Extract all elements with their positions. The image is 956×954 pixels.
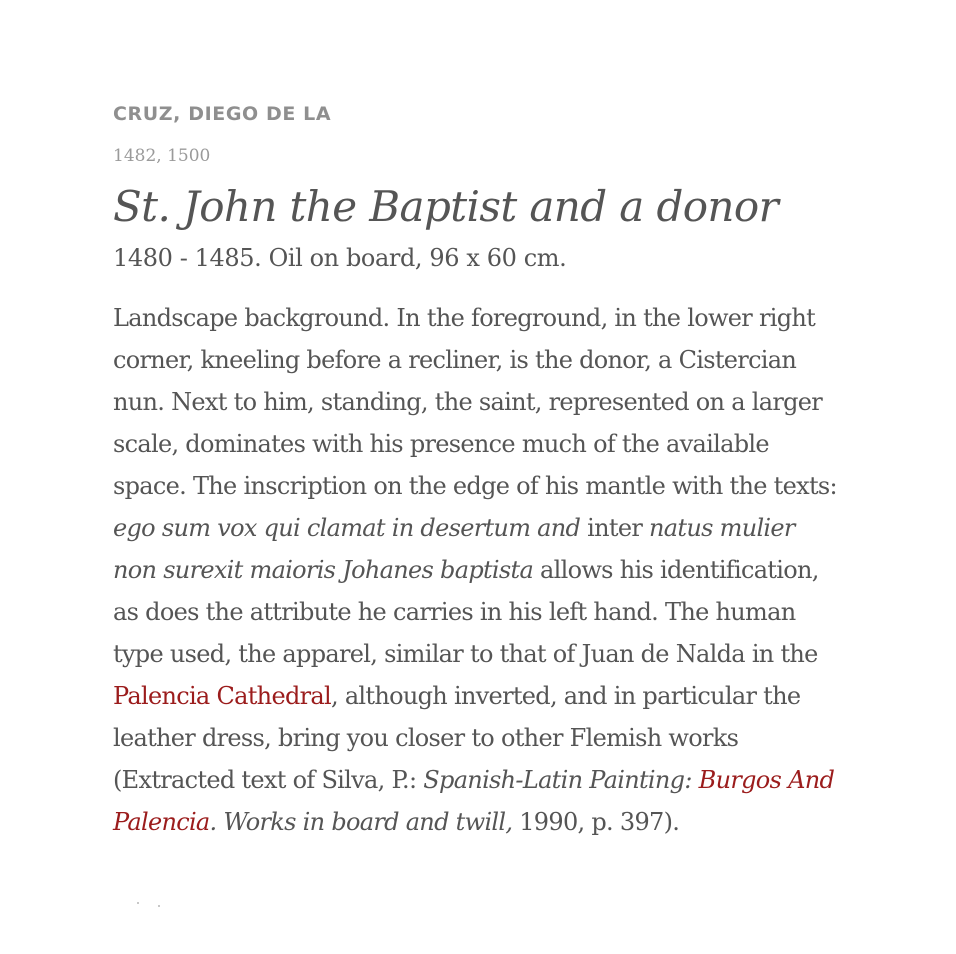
description-text: 1990, p. 397). [512, 808, 680, 836]
inscription-text: ego sum vox qui clamat in desertum and [113, 514, 581, 542]
palencia-cathedral-link[interactable]: Palencia Cathedral [113, 682, 331, 710]
description-text: inter [580, 514, 650, 542]
artwork-title: St. John the Baptist and a donor [113, 182, 779, 231]
description-text: Landscape background. In the foreground, in the lower right corner, kneeling before a recliner, is the donor, a Cistercian nun. Next to him, standing, the saint, represented on a larger scale, dominates with his presence much of the available space. The inscription on the edge of his mantle with the texts: [113, 304, 837, 500]
description-text: , although inverted, and in particular the leather dress, bring you closer to other Flemish works (Extracted text of Silva, P.: [113, 682, 801, 794]
inscription-text: natus mulier non surexit maioris Johanes baptista [113, 514, 795, 584]
artwork-description [113, 297, 841, 843]
decorative-mark [137, 902, 139, 904]
artwork-card [113, 100, 841, 843]
artist-lifespan: 1482, 1500 [113, 146, 211, 166]
description-text: allows his identification, as does the attribute he carries in his left hand. The human type used, the apparel, similar to that of Juan de Nalda in the [113, 556, 819, 668]
artist-name: CRUZ, DIEGO DE LA [113, 103, 332, 125]
book-title: . Works in board and twill, [209, 808, 513, 836]
decorative-mark [158, 905, 160, 907]
book-title: Spanish-Latin Painting: [423, 766, 699, 794]
burgos-and-palencia-link[interactable]: Burgos And Palencia [113, 766, 835, 836]
artwork-details: 1480 - 1485. Oil on board, 96 x 60 cm. [113, 244, 567, 272]
